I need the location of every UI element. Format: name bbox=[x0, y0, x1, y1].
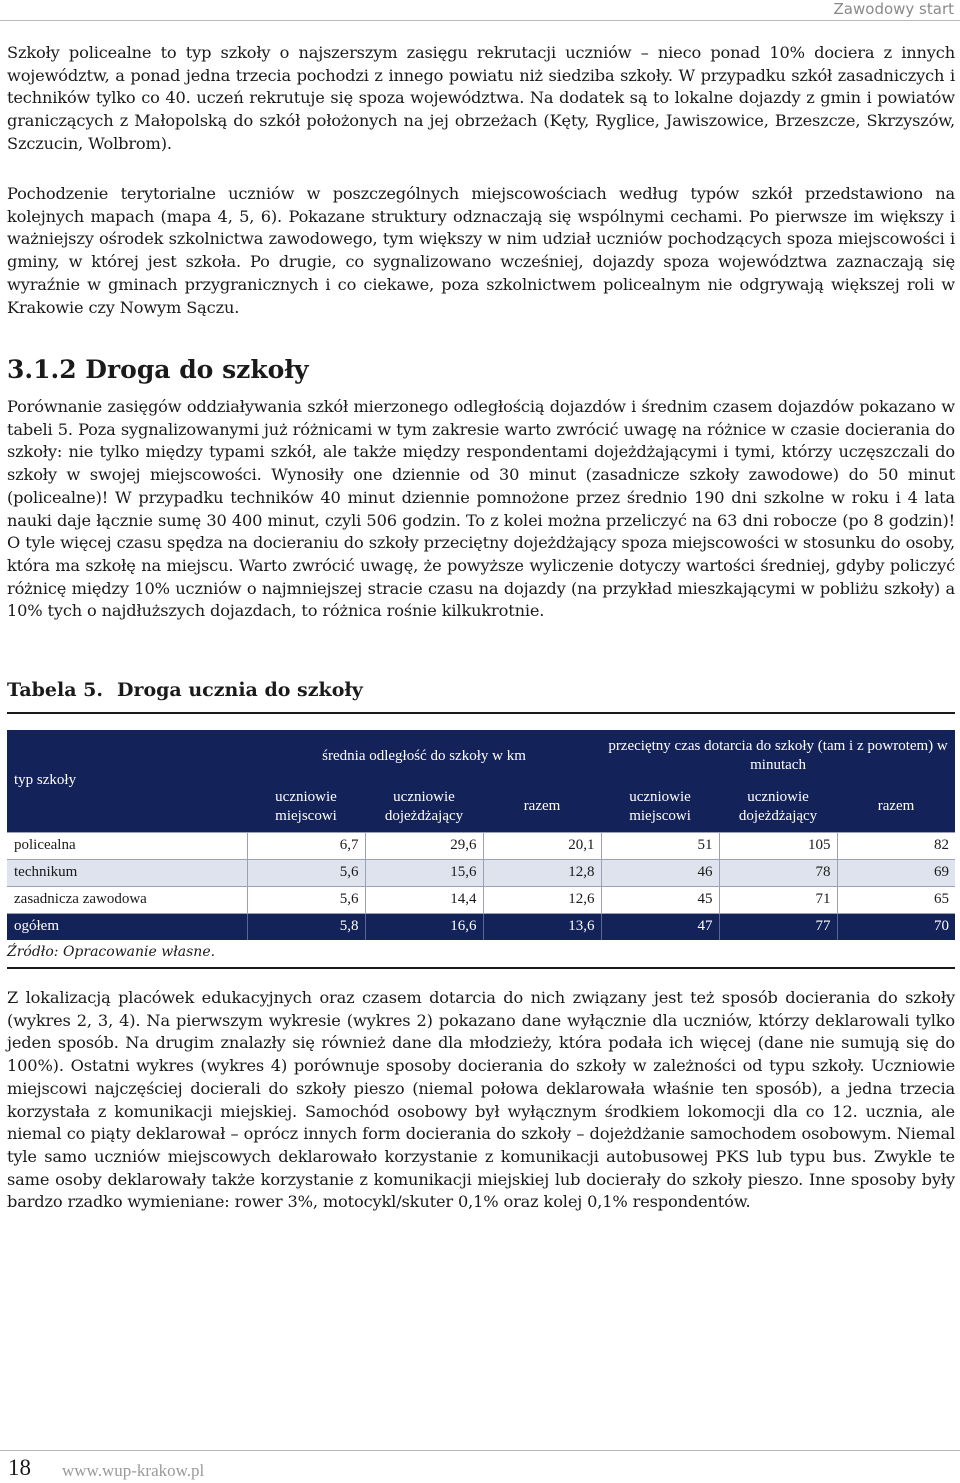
table-row-total bbox=[7, 913, 955, 940]
cell-value: 45 bbox=[601, 886, 719, 913]
header-time-total: razem bbox=[837, 782, 955, 832]
running-header: Zawodowy start bbox=[833, 0, 954, 18]
cell-value: 16,6 bbox=[365, 913, 483, 940]
row-school-type: policealna bbox=[7, 832, 247, 859]
table-row bbox=[7, 832, 955, 859]
header-distance-local: uczniowie miejscowi bbox=[247, 782, 365, 832]
cell-value: 82 bbox=[837, 832, 955, 859]
cell-value: 14,4 bbox=[365, 886, 483, 913]
cell-value: 12,6 bbox=[483, 886, 601, 913]
header-distance-group: średnia odległość do szkoły w km bbox=[247, 730, 601, 782]
cell-value: 69 bbox=[837, 859, 955, 886]
table-bottom-rule bbox=[7, 967, 955, 969]
table-row bbox=[7, 886, 955, 913]
cell-value: 70 bbox=[837, 913, 955, 940]
cell-value: 15,6 bbox=[365, 859, 483, 886]
footer-website-link[interactable]: www.wup-krakow.pl bbox=[62, 1461, 205, 1480]
header-time-commuting: uczniowie dojeżdżający bbox=[719, 782, 837, 832]
header-distance-commuting: uczniowie dojeżdżający bbox=[365, 782, 483, 832]
cell-value: 78 bbox=[719, 859, 837, 886]
cell-value: 65 bbox=[837, 886, 955, 913]
paragraph-origin: Pochodzenie terytorialne uczniów w poszczególnych miejscowościach według typów szkół przedstawiono na kolejnych mapach (mapa 4, 5, 6). Pokazane struktury odznaczają się wspólnymi cechami. Po pierwsze im większy i ważniejszy ośrodek szkolnictwa zawodowego, tym większy w nim udział uczniów pochodzących spoza miejscowości i gminy, w której jest szkoła. Po drugie, co sygnalizowano wcześniej, dojazdy spoza województwa zaznaczają się wyraźnie w gminach przygranicznych i co ciekawe, poza szkolnictwem policealnym nie odgrywają większej roli w Krakowie czy Nowym Sączu. bbox=[7, 184, 955, 317]
row-school-type: zasadnicza zawodowa bbox=[7, 886, 247, 913]
cell-value: 20,1 bbox=[483, 832, 601, 859]
cell-value: 71 bbox=[719, 886, 837, 913]
table-top-rule bbox=[7, 712, 955, 714]
header-time-local: uczniowie miejscowi bbox=[601, 782, 719, 832]
header-divider bbox=[0, 20, 960, 21]
row-school-type: technikum bbox=[7, 859, 247, 886]
header-school-type: typ szkoły bbox=[7, 730, 247, 832]
cell-value: 47 bbox=[601, 913, 719, 940]
table-source-note: Źródło: Opracowanie własne. bbox=[7, 944, 216, 960]
table-number: Tabela 5. bbox=[7, 679, 103, 701]
table-title: Droga ucznia do szkoły bbox=[116, 679, 363, 701]
section-heading: 3.1.2 Droga do szkoły bbox=[7, 355, 309, 384]
header-time-group: przeciętny czas dotarcia do szkoły (tam i z powrotem) w minutach bbox=[601, 730, 955, 782]
row-school-type: ogółem bbox=[7, 913, 247, 940]
footer-divider bbox=[0, 1450, 960, 1451]
header-distance-total: razem bbox=[483, 782, 601, 832]
cell-value: 5,8 bbox=[247, 913, 365, 940]
cell-value: 13,6 bbox=[483, 913, 601, 940]
cell-value: 51 bbox=[601, 832, 719, 859]
paragraph-distance: Porównanie zasięgów oddziaływania szkół mierzonego odległością dojazdów i średnim czasem dojazdów pokazano w tabeli 5. Poza sygnalizowanymi już różnicami w tym zakresie warto zwrócić uwagę na różnice w czasie docierania do szkoły: nie tylko między typami szkół, ale także między respondentami dojeżdżającymi i tymi, którzy uczęszczali do szkoły w swojej miejscowości. Wynosiły one dziennie od 30 minut (zasadnicze szkoły zawodowe) do 50 minut (policealne)! W przypadku techników 40 minut dziennie pomnożone przez średnio 190 dni szkolne w roku i 4 lata nauki daje łącznie sumę 30 400 minut, czyli 506 godzin. To z kolei można przeliczyć na 63 dni robocze (po 8 godzin)! O tyle więcej czasu spędza na docieraniu do szkoły przeciętny dojeżdżający spoza miejscowości w stosunku do osoby, która ma szkołę na miejscu. Warto zwrócić uwagę, że powyższe wyliczenie dotyczy wartości średniej, gdyby policzyć różnicę między 10% uczniów o najmniejszej stracie czasu na dojazdy (na przykład mieszkającymi w pobliżu szkoły) a 10% tych o najdłuższych dojazdach, to różnica rośnie kilkukrotnie. bbox=[7, 397, 955, 621]
cell-value: 46 bbox=[601, 859, 719, 886]
cell-value: 5,6 bbox=[247, 886, 365, 913]
paragraph-transport: Z lokalizacją placówek edukacyjnych oraz czasem dotarcia do nich związany jest też sposób docierania do szkoły (wykres 2, 3, 4). Na pierwszym wykresie (wykres 2) pokazano dane wyłącznie dla uczniów, którzy deklarowali tylko jeden sposób. Na drugim znalazły się również dane dla młodzieży, która podała ich więcej (dane nie sumują się do 100%). Ostatni wykres (wykres 4) porównuje sposoby docierania do szkoły w zależności od typu szkoły. Uczniowie miejscowi najczęściej docierali do szkoły pieszo (niemal połowa deklarowała właśnie ten sposób), a jedna trzecia korzystała z komunikacji miejskiej. Samochód osobowy był wyłącznym środkiem lokomocji dla co 12. ucznia, ale niemal co piąty deklarował – oprócz innych form docierania do szkoły – dojeżdżanie samochodem osobowym. Niemal tyle samo uczniów miejscowych deklarowało korzystanie z komunikacji autobusowej PKS lub typu bus. Zwykle te same osoby deklarowały także korzystanie z komunikacji miejskiej lub docierały do szkoły pieszo. Inne sposoby były bardzo rzadko wymieniane: rower 3%, motocykl/skuter 0,1% oraz kolej 0,1% respondentów. bbox=[7, 988, 955, 1212]
cell-value: 5,6 bbox=[247, 859, 365, 886]
table-row bbox=[7, 859, 955, 886]
commute-table bbox=[7, 730, 955, 940]
table-caption bbox=[7, 679, 363, 701]
cell-value: 77 bbox=[719, 913, 837, 940]
cell-value: 29,6 bbox=[365, 832, 483, 859]
paragraph-recruitment: Szkoły policealne to typ szkoły o najszerszym zasięgu rekrutacji uczniów – nieco ponad 10% dociera z innych województw, a ponad jedna trzecia pochodzi z innego powiatu niż siedziba szkoły. W przypadku szkół zasadniczych i techników tylko co 40. uczeń rekrutuje się spoza województwa. Na dodatek są to lokalne dojazdy z gmin i powiatów graniczących z Małopolską do szkół położonych na jej obrzeżach (Kęty, Ryglice, Jawiszowice, Brzeszcze, Skrzyszów, Szczucin, Wolbrom). bbox=[7, 43, 955, 153]
page-number: 18 bbox=[8, 1455, 31, 1480]
cell-value: 105 bbox=[719, 832, 837, 859]
cell-value: 6,7 bbox=[247, 832, 365, 859]
cell-value: 12,8 bbox=[483, 859, 601, 886]
